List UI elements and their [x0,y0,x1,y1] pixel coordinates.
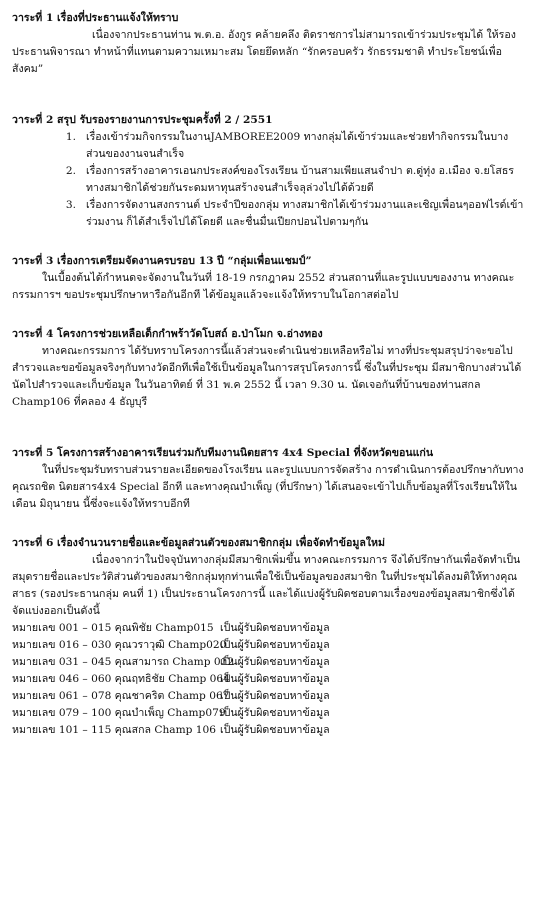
assignment-role: เป็นผู้รับผิดชอบหาข้อมูล [220,639,330,651]
assignment-row [12,688,526,705]
assignment-role: เป็นผู้รับผิดชอบหาข้อมูล [220,673,330,685]
agenda-4-paragraph: ทางคณะกรรมการ ได้รับทราบโครงการนี้แล้วส่วนจะดำเนินช่วยเหลือหรือไม่ ทางที่ประชุมสรุปว่าจะขอไปสำรวจและขอข้อมูลจริงๆกับทางวัดอีกทีเพื่อใช้เป็นข้อมูลในการสรุปโครงการนี้ ซึ่งในที่ประชุม มีสมาชิกบางส่วนได้นัดไปสำรวจและเก็บข้อมูล ในวันอาทิตย์ ที่ 31 พ.ค 2552 นี้ เวลา 9.30 น. นัดเจอกันที่บ้านของท่านสกล Champ106 ที่คลอง 4 ธัญบุรี [12,345,522,408]
list-item-number: 3. [65,199,76,211]
list-item [12,197,526,231]
agenda-1-heading: วาระที่ 1 เรื่องที่ประธานแจ้งให้ทราบ [12,12,179,24]
assignment-range: หมายเลข 079 – 100 คุณบำเพ็ญ Champ079 [12,707,226,719]
assignment-row [12,705,526,722]
list-item [12,129,526,163]
list-item-number: 2. [65,165,76,177]
agenda-3-paragraph: ในเบื้องต้นได้กำหนดจะจัดงานในวันที่ 18-19 กรกฎาคม 2552 ส่วนสถานที่และรูปแบบของงาน ทางคณะกรรมการฯ ขอประชุมปรึกษาหารือกันอีกที ได้ข้อมูลแล้วจะแจ้งให้ทราบในโอกาสต่อไป [12,272,515,301]
agenda-2 [12,112,526,231]
assignment-row [12,620,526,637]
assignment-role: เป็นผู้รับผิดชอบหาข้อมูล [220,707,330,719]
agenda-2-list [12,129,526,231]
list-item-text: เรื่องการจัดงานสงกรานต์ ประจำปีของกลุ่ม ทางสมาชิกได้เข้าร่วมงานและเชิญเพื่อนๆออฟไรด์เข้าร่วมงาน ก็ได้สำเร็จไปได้โดยดี และชื่นมื่นเปียกปอนไปตามๆกัน [86,199,524,228]
meeting-minutes-document [12,10,526,739]
agenda-5 [12,445,526,513]
assignment-range: หมายเลข 046 – 060 คุณฤทธิชัย Champ 064 [12,673,230,685]
list-item-number: 1. [65,131,76,143]
agenda-5-paragraph: ในที่ประชุมรับทราบส่วนรายละเอียดของโรงเรียน และรูปแบบการจัดสร้าง การดำเนินการต้องปรึกษากับทางคุณรถชิต นิตยสาร4x4 Special อีกที และทางคุณบำเพ็ญ (ที่ปรึกษา) ได้เสนอจะเข้าไปเก็บข้อมูลที่โรงเรียนให้ในเดือน มิถุนายน นี้ซึ่งจะแจ้งให้ทราบอีกที [12,464,524,510]
spacer [12,304,526,326]
assignment-range: หมายเลข 031 – 045 คุณสามารถ Champ 012 [12,656,235,668]
assignment-list [12,620,526,739]
agenda-3 [12,253,526,304]
agenda-4 [12,326,526,411]
agenda-6 [12,535,526,739]
agenda-2-heading: วาระที่ 2 สรุป รับรองรายงานการประชุมครั้งที่ 2 / 2551 [12,114,273,126]
assignment-range: หมายเลข 061 – 078 คุณชาคริต Champ 067 [12,690,230,702]
list-item-text: เรื่องเข้าร่วมกิจกรรมในงานJAMBOREE2009 ทางกลุ่มได้เข้าร่วมและช่วยทำกิจกรรมในบางส่วนของงานจนสำเร็จ [86,131,509,160]
assignment-role: เป็นผู้รับผิดชอบหาข้อมูล [220,622,330,634]
agenda-1 [12,10,526,78]
agenda-6-paragraph: เนื่องจากว่าในปัจจุบันทางกลุ่มมีสมาชิกเพิ่มขึ้น ทางคณะกรรมการ จึงได้ปรึกษากันเพื่อจัดทำเป็นสมุดรายชื่อและประวัติส่วนตัวของสมาชิกกลุ่มทุกท่านเพื่อใช้เป็นข้อมูลของสมาชิก ในที่ประชุมได้ลงมติให้ทางคุณสาธร (รองประธานกลุ่ม คนที่ 1) เป็นประธานโครงการนี้ และได้แบ่งผู้รับผิดชอบตามเรื่องของข้อมูลสมาชิกซึ่งได้จัดแบ่งออกเป็นดังนี้ [12,554,521,617]
assignment-row [12,637,526,654]
list-item-text: เรื่องการสร้างอาคารเอนกประสงค์ของโรงเรียน บ้านสามเพียแสนจำปา ต.ดู่ทุ่ง อ.เมือง จ.ยโสธร ทางสมาชิกได้ช่วยกันระดมหาทุนสร้างจนสำเร็จลุล่วงไปได้ด้วยดี [86,165,514,194]
spacer [12,231,526,253]
spacer [12,78,526,112]
spacer [12,513,526,535]
assignment-role: เป็นผู้รับผิดชอบหาข้อมูล [220,690,330,702]
agenda-1-paragraph: เนื่องจากประธานท่าน พ.ต.อ. อังกูร คล้ายคลึง ติดราชการไม่สามารถเข้าร่วมประชุมได้ ให้รองประธานพิจารณา ทำหน้าที่แทนตามความเหมาะสม โดยยึดหลัก “รักครอบครัว รักธรรมชาติ ทำประโยชน์เพื่อสังคม” [12,29,516,75]
assignment-range: หมายเลข 016 – 030 คุณวราวุฒิ Champ020 [12,639,227,651]
assignment-range: หมายเลข 101 – 115 คุณสกล Champ 106 [12,724,216,736]
agenda-3-heading: วาระที่ 3 เรื่องการเตรียมจัดงานครบรอบ 13 ปี “กลุ่มเพื่อนแชมป์” [12,255,312,267]
assignment-range: หมายเลข 001 – 015 คุณพิชัย Champ015 [12,622,214,634]
assignment-role: เป็นผู้รับผิดชอบหาข้อมูล [220,724,330,736]
agenda-6-heading: วาระที่ 6 เรื่องจำนวนรายชื่อและข้อมูลส่วนตัวของสมาชิกกลุ่ม เพื่อจัดทำข้อมูลใหม่ [12,537,385,549]
assignment-row [12,671,526,688]
agenda-4-heading: วาระที่ 4 โครงการช่วยเหลือเด็กกำพร้าวัดโบสถ์ อ.ป่าโมก จ.อ่างทอง [12,328,323,340]
agenda-5-heading: วาระที่ 5 โครงการสร้างอาคารเรียนร่วมกับทีมงานนิตยสาร 4x4 Special ที่จังหวัดขอนแก่น [12,447,434,459]
assignment-row [12,722,526,739]
list-item [12,163,526,197]
spacer [12,411,526,445]
assignment-role: เป็นผู้รับผิดชอบหาข้อมูล [220,656,330,668]
assignment-row [12,654,526,671]
